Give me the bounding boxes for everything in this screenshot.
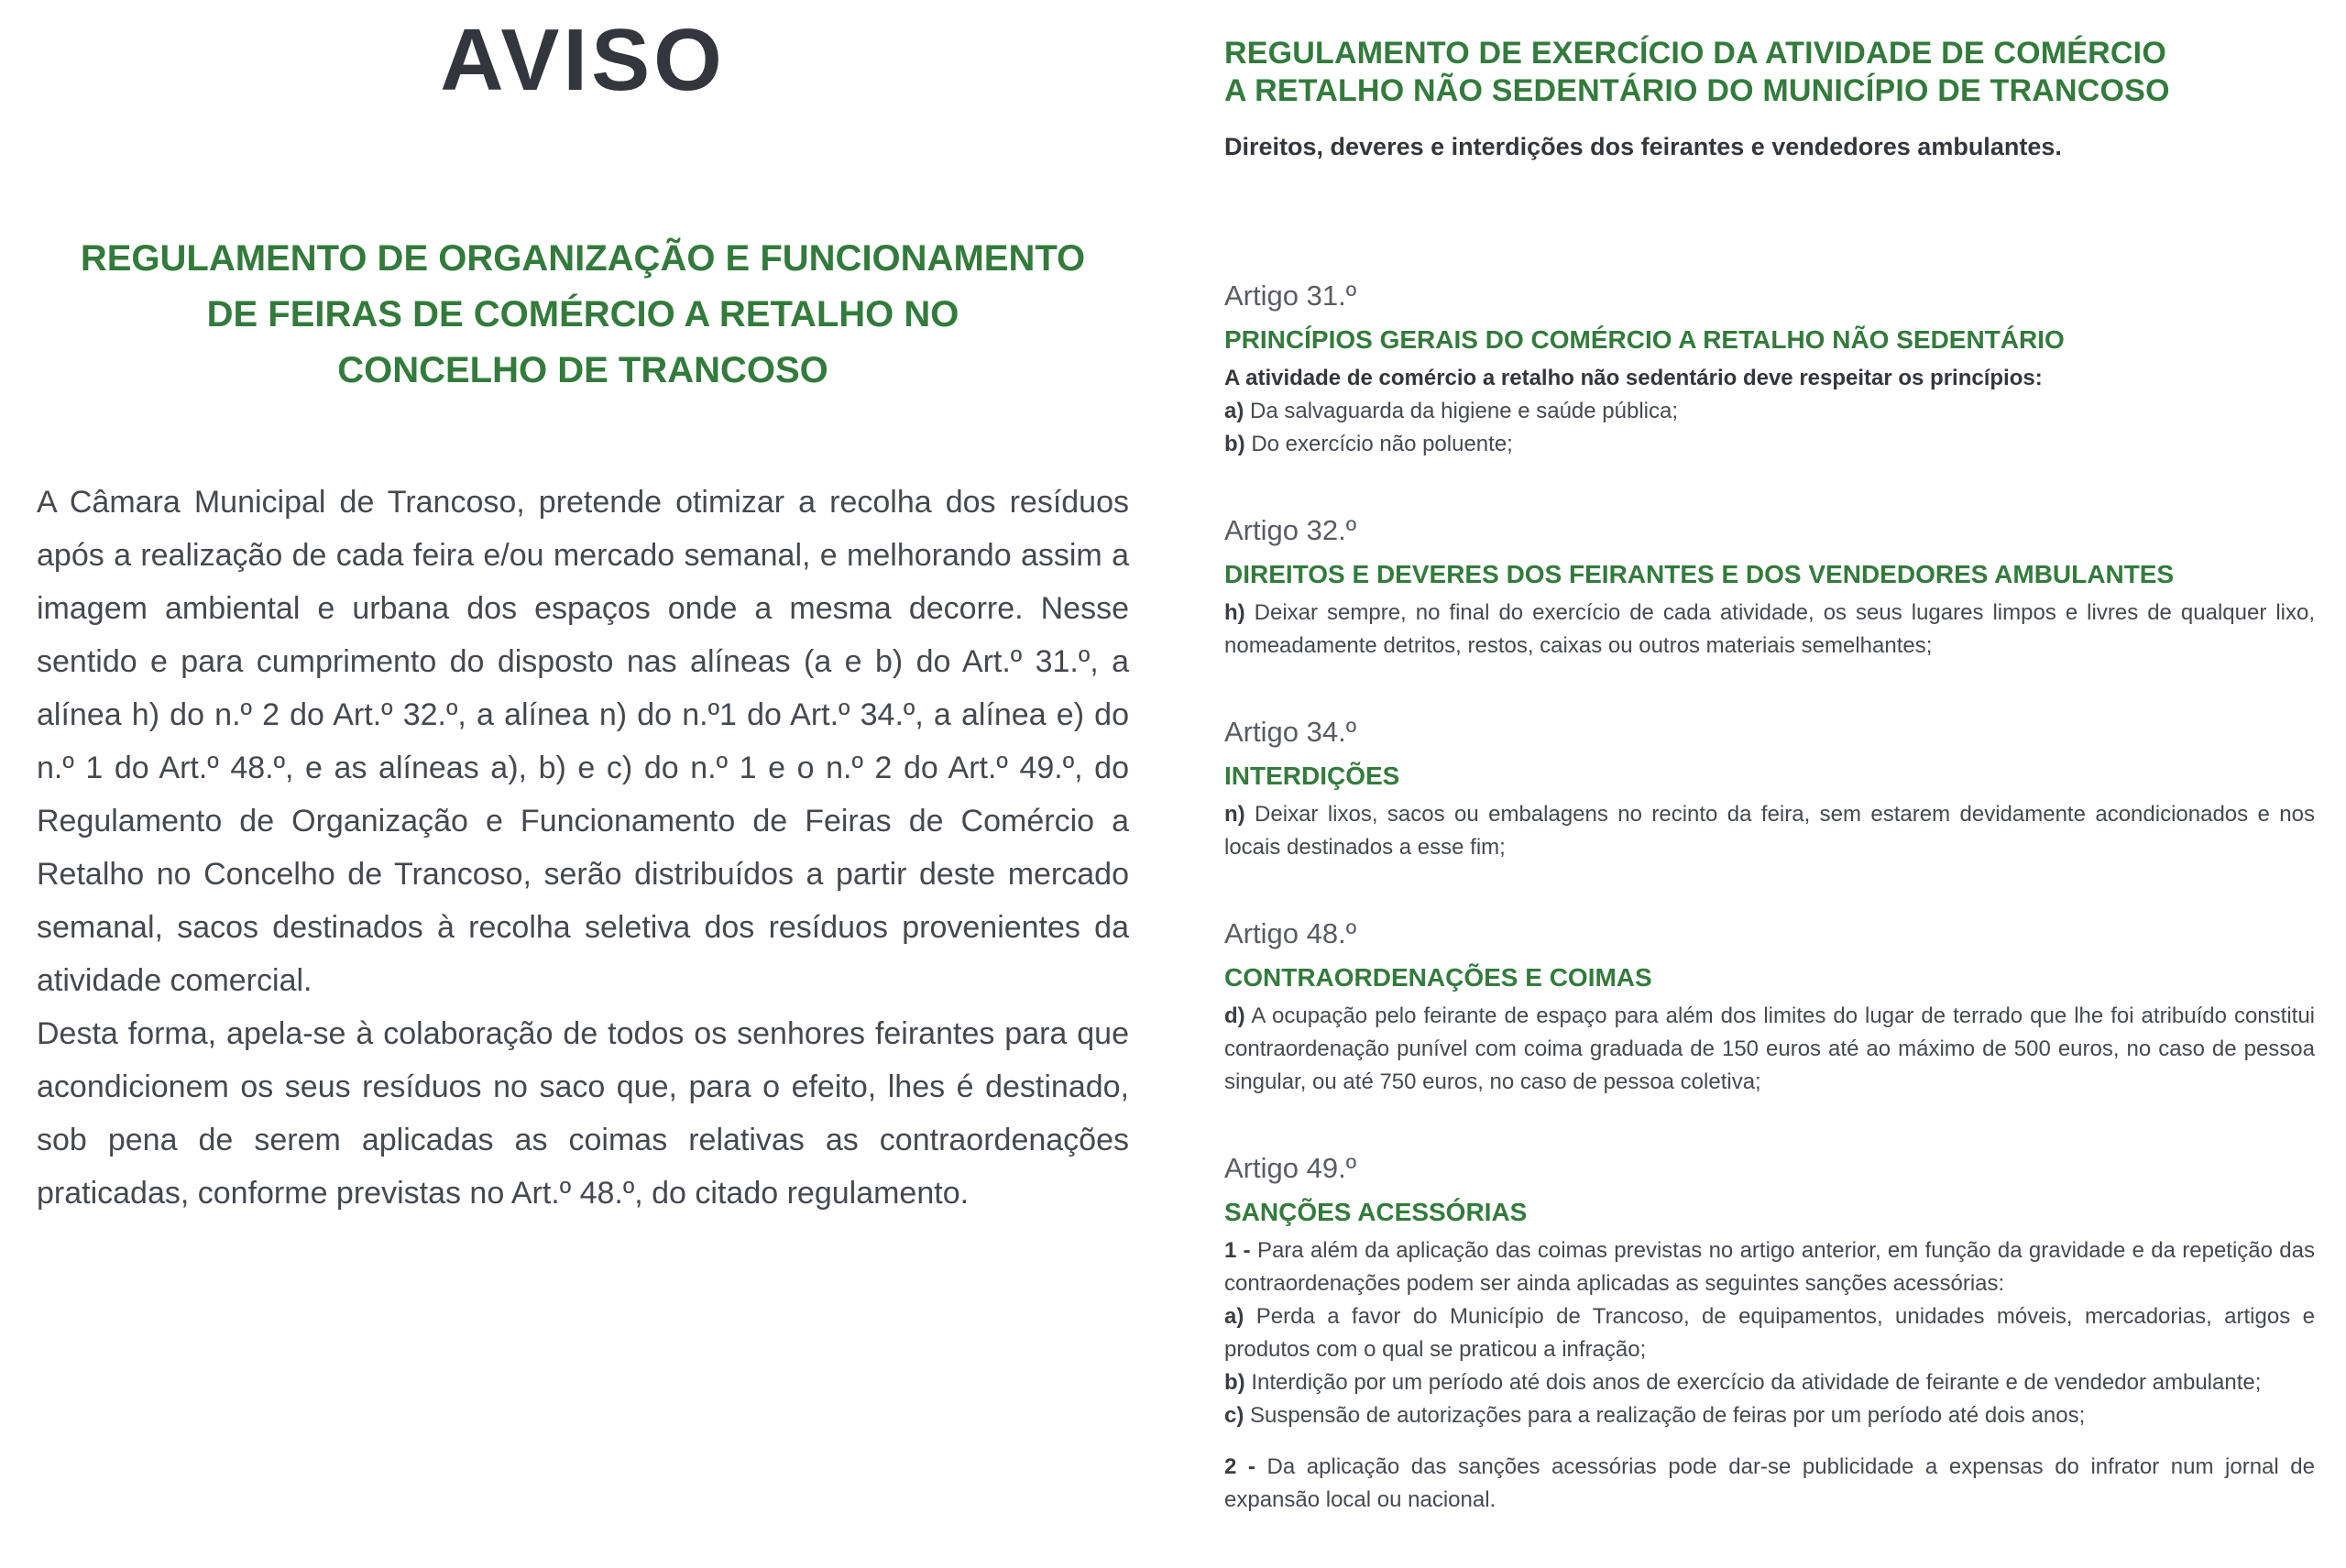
right-subtitle: Direitos, deveres e interdições dos feirantes e vendedores ambulantes. bbox=[1224, 133, 2062, 160]
item-prefix: b) bbox=[1224, 432, 1245, 456]
article-items bbox=[1224, 597, 2315, 663]
article-items bbox=[1224, 362, 2315, 461]
document-title: AVISO bbox=[440, 11, 726, 109]
item-prefix: 2 - bbox=[1224, 1454, 1255, 1479]
article-item: d) A ocupação pelo feirante de espaço para além dos limites do lugar de terrado que lhe foi atribuído constitui contraordenação punível com coima graduada de 150 euros até ao máximo de 500 euros, no caso de pessoa singular, ou até 750 euros, no caso de pessoa coletiva; bbox=[1224, 1003, 2315, 1094]
article-number: Artigo 34.º bbox=[1224, 716, 1357, 748]
right-column bbox=[1224, 0, 2315, 1568]
item-prefix: h) bbox=[1224, 600, 1245, 625]
article bbox=[1224, 1150, 2315, 1517]
paragraph: Desta forma, apela-se à colaboração de todos os senhores feirantes para que acondicionem os seus resíduos no saco que, para o efeito, lhes é destinado, sob pena de serem aplicadas as coimas relativas as contraordenações praticadas, conforme previstas no Art.º 48.º, do citado regulamento. bbox=[37, 1016, 1129, 1211]
article-title: INTERDIÇÕES bbox=[1224, 762, 1400, 790]
left-column bbox=[37, 0, 1129, 1220]
article-title: DIREITOS E DEVERES DOS FEIRANTES E DOS VENDEDORES AMBULANTES bbox=[1224, 560, 2175, 588]
article-item: 1 - Para além da aplicação das coimas previstas no artigo anterior, em função da gravidade e da repetição das contraordenações podem ser ainda aplicadas as seguintes sanções acessórias: bbox=[1224, 1238, 2315, 1296]
article-item: a) Perda a favor do Município de Trancoso, de equipamentos, unidades móveis, mercadorias, artigos e produtos com o qual se praticou a infração; bbox=[1224, 1304, 2315, 1362]
article-item: 2 - Da aplicação das sanções acessórias pode dar-se publicidade a expensas do infrator num jornal de expansão local ou nacional. bbox=[1224, 1454, 2316, 1512]
article bbox=[1224, 916, 2315, 1099]
article bbox=[1224, 714, 2315, 864]
article-title: SANÇÕES ACESSÓRIAS bbox=[1224, 1198, 1528, 1226]
item-prefix: a) bbox=[1224, 399, 1244, 423]
article-title: CONTRAORDENAÇÕES E COIMAS bbox=[1224, 963, 1652, 992]
article-item: c) Suspensão de autorizações para a realização de feiras por um período até dois anos; bbox=[1224, 1403, 2086, 1428]
item-prefix: c) bbox=[1224, 1403, 1244, 1428]
item-prefix: d) bbox=[1224, 1003, 1245, 1028]
article-items bbox=[1224, 1234, 2315, 1517]
article-item: A atividade de comércio a retalho não sedentário deve respeitar os princípios: bbox=[1224, 366, 2043, 390]
article-item: b) Interdição por um período até dois anos de exercício da atividade de feirante e de vendedor ambulante; bbox=[1224, 1370, 2262, 1395]
article-items bbox=[1224, 1000, 2315, 1099]
article-item: n) Deixar lixos, sacos ou embalagens no recinto da feira, sem estarem devidamente acondicionados e nos locais destinados a esse fim; bbox=[1224, 802, 2315, 860]
article-item: h) Deixar sempre, no final do exercício de cada atividade, os seus lugares limpos e livres de qualquer lixo, nomeadamente detritos, restos, caixas ou outros materiais semelhantes; bbox=[1224, 600, 2315, 658]
article bbox=[1224, 512, 2315, 663]
left-regulation-heading: REGULAMENTO DE ORGANIZAÇÃO E FUNCIONAMENTO DE FEIRAS DE COMÉRCIO A RETALHO NO CONCELHO DE TRANCOSO bbox=[80, 238, 1086, 390]
right-regulation-heading: REGULAMENTO DE EXERCÍCIO DA ATIVIDADE DE COMÉRCIO A RETALHO NÃO SEDENTÁRIO DO MUNICÍPIO DE TRANCOSO bbox=[1224, 36, 2170, 108]
article-items bbox=[1224, 798, 2315, 864]
article-number: Artigo 32.º bbox=[1224, 514, 1357, 546]
articles-list bbox=[1224, 278, 2315, 1517]
article-number: Artigo 48.º bbox=[1224, 917, 1357, 949]
item-prefix: 1 - bbox=[1224, 1238, 1251, 1263]
article-item: b) Do exercício não poluente; bbox=[1224, 432, 1513, 456]
article-title: PRINCÍPIOS GERAIS DO COMÉRCIO A RETALHO NÃO SEDENTÁRIO bbox=[1224, 325, 2065, 354]
left-body-text bbox=[37, 476, 1129, 1220]
article-item: a) Da salvaguarda da higiene e saúde pública; bbox=[1224, 399, 1679, 423]
article-number: Artigo 31.º bbox=[1224, 280, 1357, 312]
article-number: Artigo 49.º bbox=[1224, 1152, 1357, 1184]
paragraph: A Câmara Municipal de Trancoso, pretende otimizar a recolha dos resíduos após a realização de cada feira e/ou mercado semanal, e melhorando assim a imagem ambiental e urbana dos espaços onde a mesma decorre. Nesse sentido e para cumprimento do disposto nas alíneas (a e b) do Art.º 31.º, a alínea h) do n.º 2 do Art.º 32.º, a alínea n) do n.º1 do Art.º 34.º, a alínea e) do n.º 1 do Art.º 48.º, e as alíneas a), b) e c) do n.º 1 e o n.º 2 do Art.º 49.º, do Regulamento de Organização e Funcionamento de Feiras de Comércio a Retalho no Concelho de Trancoso, serão distribuídos a partir deste mercado semanal, sacos destinados à recolha seletiva dos resíduos provenientes da atividade comercial. bbox=[37, 485, 1129, 998]
item-prefix: b) bbox=[1224, 1370, 1245, 1395]
item-prefix: a) bbox=[1224, 1304, 1244, 1329]
item-prefix: n) bbox=[1224, 802, 1245, 827]
article bbox=[1224, 278, 2315, 461]
